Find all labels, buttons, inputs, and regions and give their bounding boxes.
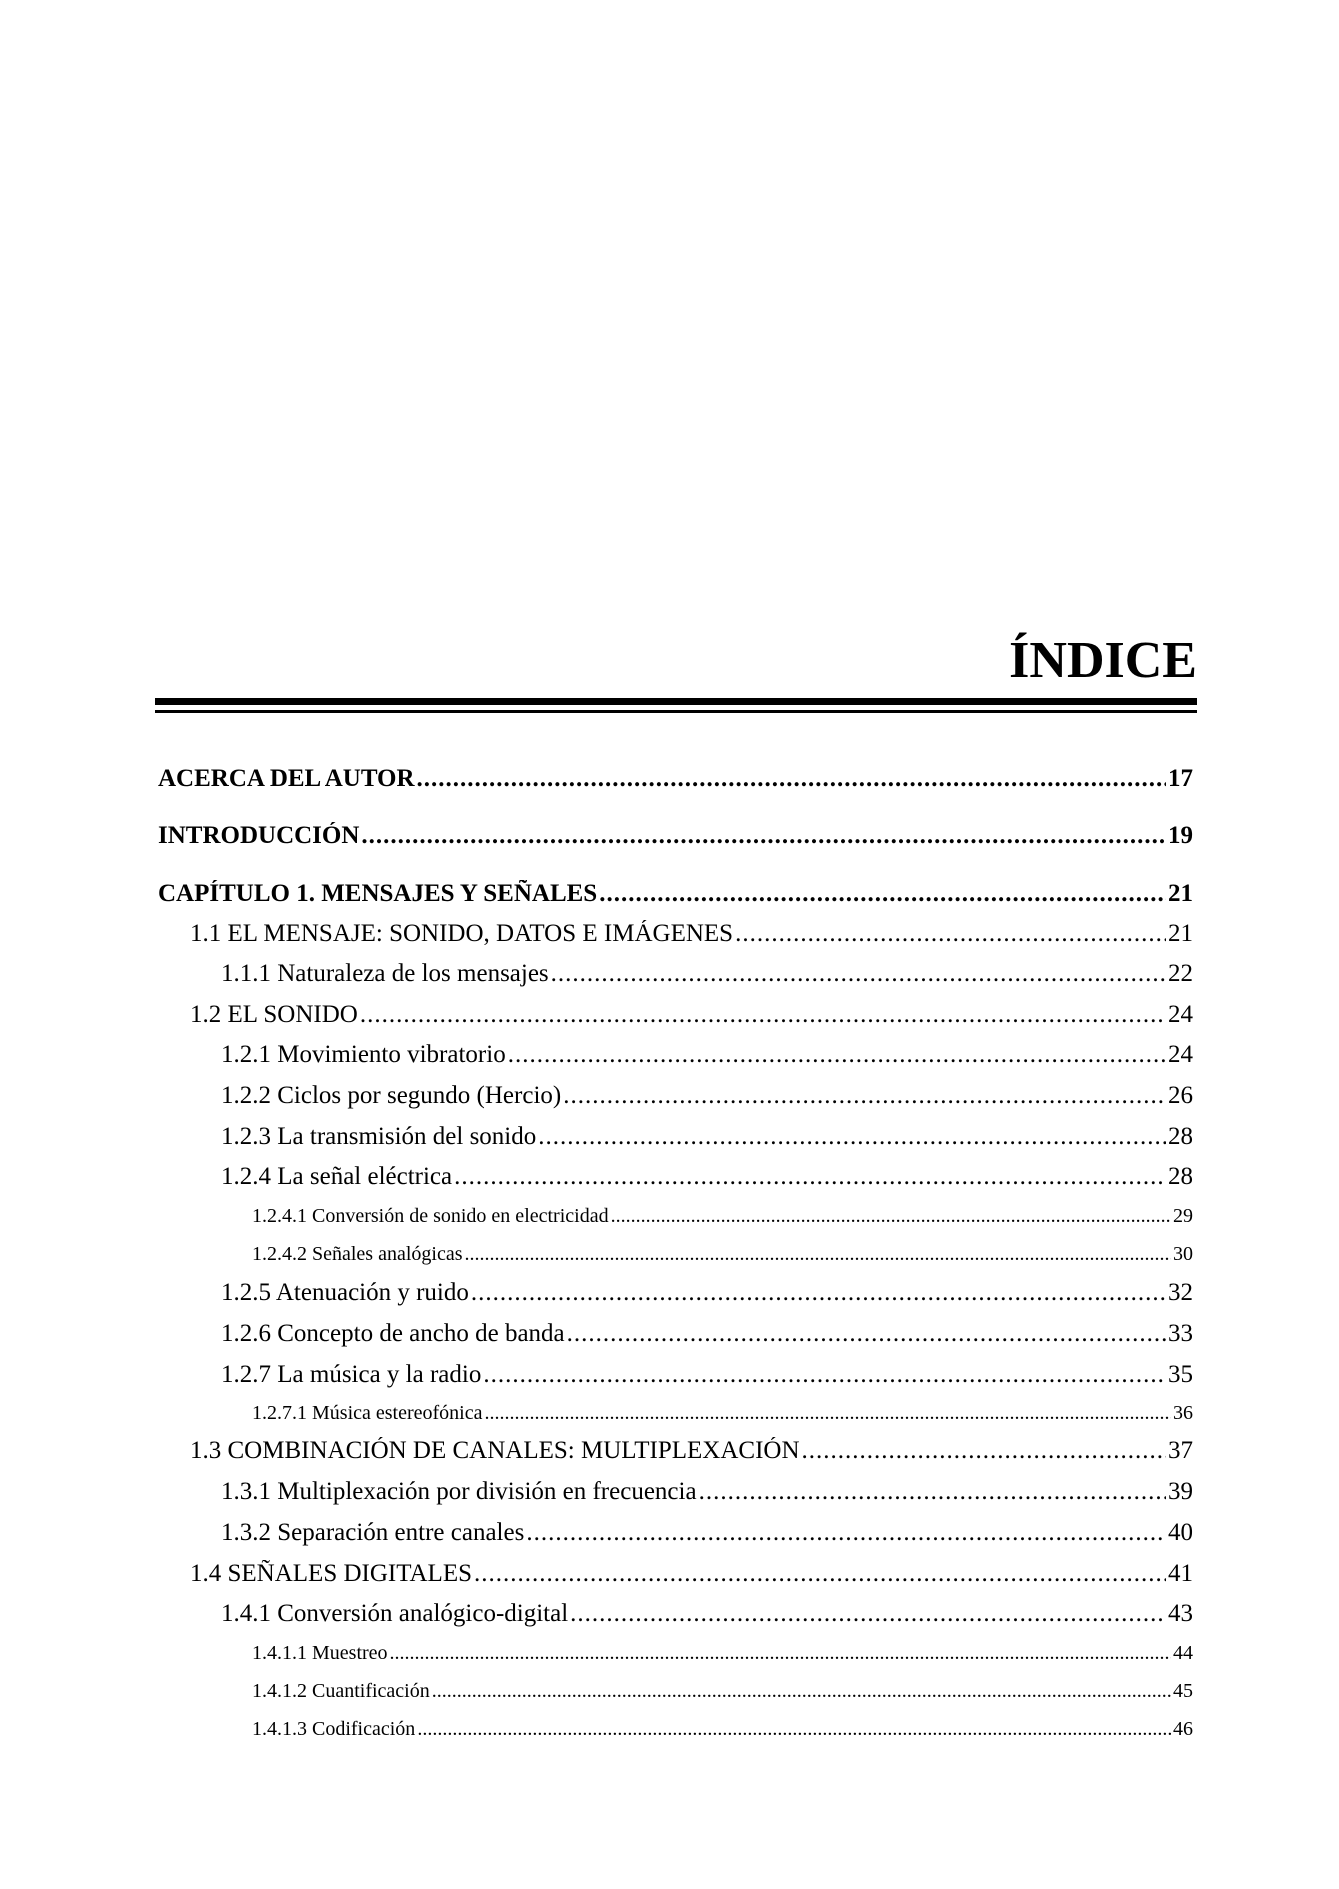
toc-leader [471,1279,1166,1307]
toc-entry-page: 26 [1168,1082,1193,1109]
toc-entry-page: 44 [1173,1642,1193,1664]
toc-entry[interactable] [252,1680,1193,1703]
toc-leader [802,1437,1167,1465]
toc-leader [465,1243,1172,1266]
toc-entry-page: 24 [1168,1001,1193,1028]
toc-entry[interactable] [252,1642,1193,1665]
toc-leader [599,880,1166,908]
toc-entry-page: 30 [1173,1243,1193,1265]
toc-entry-label: 1.2.5 Atenuación y ruido [221,1279,469,1306]
toc-entry-label: 1.2 EL SONIDO [190,1001,358,1028]
toc-entry[interactable] [252,1243,1193,1266]
toc-leader [474,1560,1166,1588]
title-rule-thin [155,710,1197,713]
toc-entry-page: 43 [1168,1600,1193,1627]
toc-entry[interactable] [190,920,1193,948]
toc-entry[interactable] [252,1718,1193,1741]
toc-entry-label: CAPÍTULO 1. MENSAJES Y SEÑALES [158,880,598,907]
toc-entry-label: 1.4.1.3 Codificación [252,1718,416,1740]
toc-entry-label: 1.4.1.2 Cuantificación [252,1680,430,1702]
toc-entry[interactable] [221,1320,1193,1348]
toc-entry-label: 1.3.2 Separación entre canales [221,1519,525,1546]
toc-leader [526,1519,1166,1547]
toc-leader [735,920,1166,948]
toc-entry[interactable] [221,1279,1193,1307]
toc-leader [538,1123,1166,1151]
toc-leader [432,1680,1171,1703]
toc-entry[interactable] [221,1361,1193,1389]
toc-entry-page: 24 [1168,1041,1193,1068]
toc-leader [611,1205,1171,1228]
toc-entry[interactable] [190,1560,1193,1588]
toc-entry-label: INTRODUCCIÓN [158,822,360,849]
toc-entry-page: 35 [1168,1361,1193,1388]
toc-entry[interactable] [190,1437,1193,1465]
toc-entry-page: 39 [1168,1478,1193,1505]
toc-leader [699,1478,1166,1506]
toc-entry-page: 45 [1173,1680,1193,1702]
toc-leader [390,1642,1171,1665]
toc-leader [508,1041,1166,1069]
toc-entry-label: 1.4.1 Conversión analógico-digital [221,1600,569,1627]
toc-entry-page: 19 [1168,822,1193,849]
toc-entry-page: 37 [1168,1437,1193,1464]
toc-entry[interactable] [158,822,1193,850]
toc-leader [567,1320,1166,1348]
toc-entry-label: 1.2.3 La transmisión del sonido [221,1123,537,1150]
toc-entry-page: 40 [1168,1519,1193,1546]
index-title: ÍNDICE [1009,632,1197,689]
toc-entry[interactable] [252,1205,1193,1228]
toc-entry-label: 1.4.1.1 Muestreo [252,1642,388,1664]
toc-entry-label: 1.4 SEÑALES DIGITALES [190,1560,473,1587]
toc-leader [484,1402,1171,1425]
toc-leader [563,1082,1166,1110]
toc-entry-label: 1.2.4.1 Conversión de sonido en electricidad [252,1205,609,1227]
toc-entry-page: 33 [1168,1320,1193,1347]
toc-entry-label: 1.2.7 La música y la radio [221,1361,482,1388]
toc-leader [483,1361,1166,1389]
toc-entry[interactable] [158,880,1193,908]
toc-entry-label: 1.3.1 Multiplexación por división en frecuencia [221,1478,697,1505]
toc-entry[interactable] [221,1041,1193,1069]
toc-entry-label: 1.2.7.1 Música estereofónica [252,1402,483,1424]
toc-entry[interactable] [221,1600,1193,1628]
toc-entry-page: 32 [1168,1279,1193,1306]
toc-entry-label: 1.2.4 La señal eléctrica [221,1163,453,1190]
title-rule-thick [155,698,1197,705]
toc-entry[interactable] [221,1478,1193,1506]
toc-entry-page: 41 [1168,1560,1193,1587]
toc-leader [417,765,1166,793]
toc-entry-page: 22 [1168,960,1193,987]
toc-leader [361,822,1166,850]
toc-entry-label: 1.2.1 Movimiento vibratorio [221,1041,506,1068]
toc-entry[interactable] [158,765,1193,793]
toc-entry[interactable] [190,1001,1193,1029]
toc-entry-page: 21 [1168,880,1193,907]
toc-entry-label: 1.1 EL MENSAJE: SONIDO, DATOS E IMÁGENES [190,920,734,947]
toc-leader [360,1001,1166,1029]
toc-entry[interactable] [221,1082,1193,1110]
toc-entry-page: 46 [1173,1718,1193,1740]
toc-entry[interactable] [221,1163,1193,1191]
toc-entry-page: 36 [1173,1402,1193,1424]
toc-entry-label: 1.2.2 Ciclos por segundo (Hercio) [221,1082,562,1109]
toc-entry-page: 28 [1168,1123,1193,1150]
toc-entry-page: 29 [1173,1205,1193,1227]
toc-leader [454,1163,1166,1191]
toc-entry-label: 1.3 COMBINACIÓN DE CANALES: MULTIPLEXACIÓN [190,1437,800,1464]
toc-entry-label: 1.2.6 Concepto de ancho de banda [221,1320,565,1347]
toc-leader [570,1600,1166,1628]
toc-entry-page: 21 [1168,920,1193,947]
toc-entry[interactable] [221,1519,1193,1547]
toc-entry-page: 17 [1168,765,1193,792]
toc-leader [417,1718,1171,1741]
toc-entry-label: 1.1.1 Naturaleza de los mensajes [221,960,549,987]
toc-entry[interactable] [221,960,1193,988]
toc-entry-label: 1.2.4.2 Señales analógicas [252,1243,463,1265]
toc-entry[interactable] [252,1402,1193,1425]
toc-entry-label: ACERCA DEL AUTOR [158,765,415,792]
toc-entry[interactable] [221,1123,1193,1151]
toc-entry-page: 28 [1168,1163,1193,1190]
toc-leader [551,960,1166,988]
